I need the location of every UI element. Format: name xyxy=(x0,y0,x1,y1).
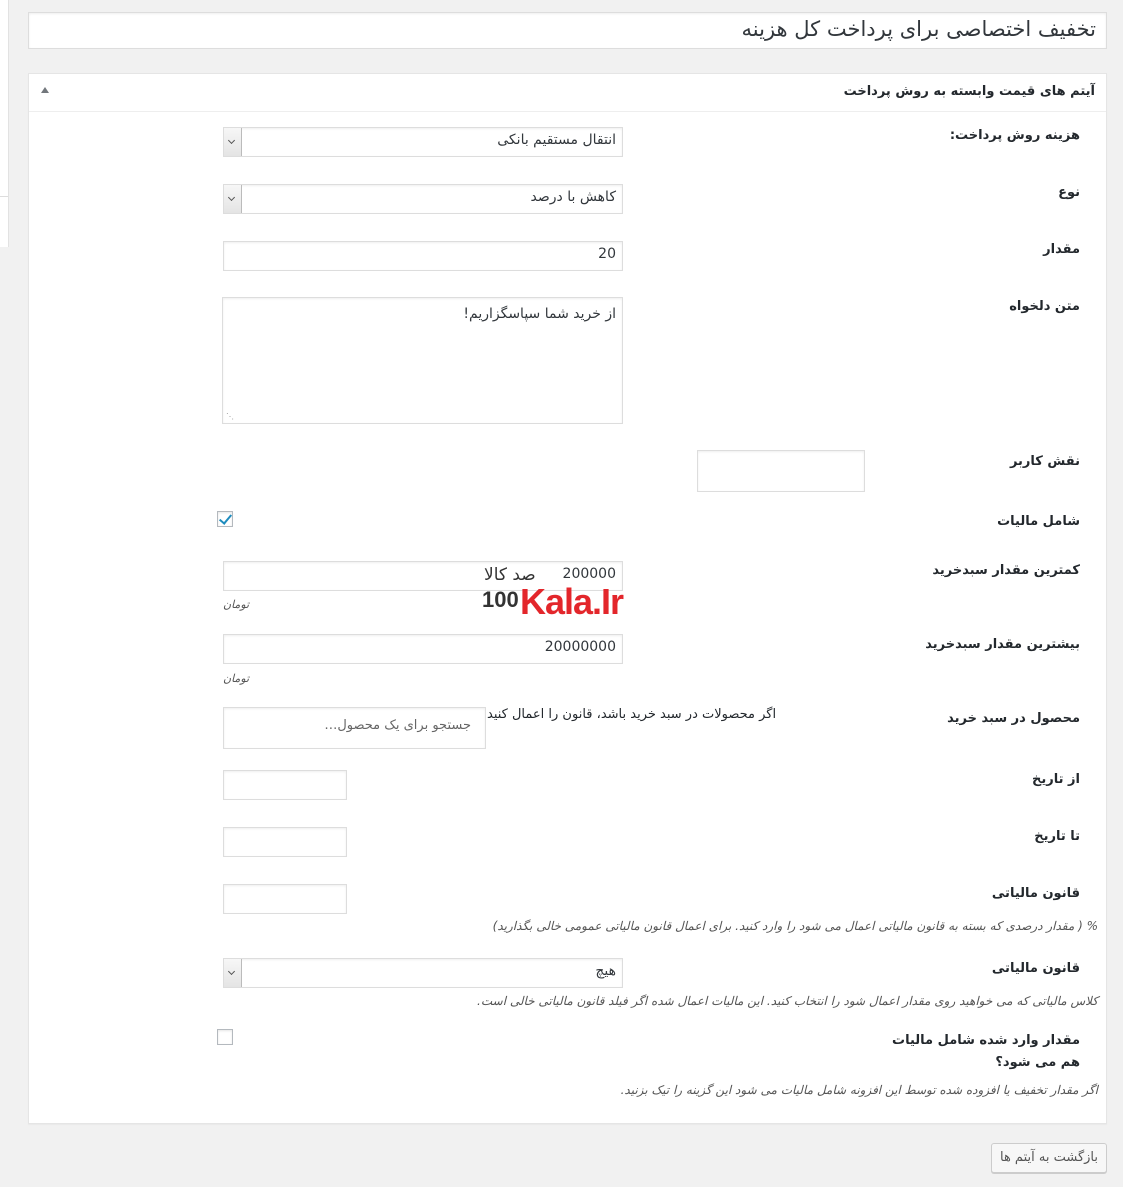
payment-method-select[interactable] xyxy=(223,127,623,157)
watermark-fa-text: صد کالا xyxy=(484,565,536,585)
metabox-title: آیتم های قیمت وابسته به روش پرداخت xyxy=(843,84,1095,99)
watermark-prefix: 100 xyxy=(482,587,519,612)
chevron-down-icon xyxy=(224,128,242,156)
admin-sidebar-edge xyxy=(0,0,9,247)
amount-includes-tax-label-line1: مقدار وارد شده شامل مالیات xyxy=(892,1033,1080,1048)
user-role-label: نقش کاربر xyxy=(1009,454,1080,469)
from-date-label: از تاریخ xyxy=(1032,772,1080,787)
type-value: کاهش با درصد xyxy=(530,189,616,205)
page-title: تخفیف اختصاصی برای پرداخت کل هزینه xyxy=(741,17,1096,41)
from-date-input[interactable] xyxy=(223,770,347,800)
min-cart-label: کمترین مقدار سبدخرید xyxy=(932,563,1080,578)
title-input[interactable] xyxy=(28,12,1107,49)
tax-rule-label: قانون مالیاتی xyxy=(991,886,1080,901)
amount-includes-tax-checkbox[interactable] xyxy=(217,1029,233,1045)
collapse-toggle-icon[interactable] xyxy=(41,87,49,93)
resize-handle-icon[interactable]: ⋰ xyxy=(226,412,233,421)
tax-class-label: قانون مالیاتی xyxy=(991,961,1080,976)
product-in-cart-label: محصول در سبد خرید xyxy=(947,711,1080,726)
amount-value: 20 xyxy=(598,246,616,262)
min-cart-value: 200000 xyxy=(562,566,616,582)
tax-class-select[interactable] xyxy=(223,958,623,988)
product-search-input[interactable] xyxy=(223,707,486,749)
custom-text-textarea[interactable] xyxy=(222,297,623,424)
max-cart-input[interactable] xyxy=(223,634,623,664)
to-date-input[interactable] xyxy=(223,827,347,857)
tax-rule-description: % ( مقدار درصدی که بسته به قانون مالیاتی اعمال می شود را وارد کنید. برای اعمال قانون مالیاتی عمومی خالی بگذارید) xyxy=(492,919,1098,933)
custom-text-label: متن دلخواه xyxy=(1009,299,1080,314)
tax-class-description: کلاس مالیاتی که می خواهید روی مقدار اعمال شود را انتخاب کنید. این مالیات اعمال شده اگر فیلد قانون مالیاتی خالی است. xyxy=(477,994,1098,1008)
max-cart-label: بیشترین مقدار سبدخرید xyxy=(925,637,1080,652)
type-label: نوع xyxy=(1058,185,1080,200)
amount-input[interactable] xyxy=(223,241,623,271)
tax-class-value: هیچ xyxy=(595,963,616,979)
sidebar-divider xyxy=(0,196,8,197)
user-role-select[interactable] xyxy=(697,450,865,492)
metabox-header[interactable] xyxy=(29,74,1106,112)
min-cart-unit: تومان xyxy=(223,598,250,611)
tax-rule-input[interactable] xyxy=(223,884,347,914)
product-in-cart-help: اگر محصولات در سبد خرید باشد، قانون را اعمال کنید xyxy=(487,707,777,722)
amount-includes-tax-label-line2: هم می شود؟ xyxy=(995,1055,1080,1070)
include-tax-checkbox[interactable] xyxy=(217,511,233,527)
max-cart-value: 20000000 xyxy=(544,639,616,655)
type-select[interactable] xyxy=(223,184,623,214)
watermark-brand: Kala.Ir xyxy=(520,581,624,622)
checkmark-icon xyxy=(219,511,232,525)
watermark-logo xyxy=(482,567,642,622)
to-date-label: تا تاریخ xyxy=(1034,829,1080,844)
payment-method-value: انتقال مستقیم بانکی xyxy=(497,132,616,148)
amount-label: مقدار xyxy=(1043,242,1080,257)
custom-text-value: از خرید شما سپاسگزاریم! xyxy=(463,306,616,322)
include-tax-label: شامل مالیات xyxy=(997,514,1080,529)
amount-includes-tax-label xyxy=(860,1030,1080,1074)
back-to-items-button[interactable]: بازگشت به آیتم ها xyxy=(991,1143,1107,1173)
chevron-down-icon xyxy=(224,185,242,213)
amount-includes-tax-description: اگر مقدار تخفیف یا افزوده شده توسط این افزونه شامل مالیات می شود این گزینه را تیک بزنید. xyxy=(620,1083,1098,1097)
product-search-placeholder: جستجو برای یک محصول… xyxy=(324,718,471,733)
max-cart-unit: تومان xyxy=(223,672,250,685)
payment-method-label: هزینه روش پرداخت: xyxy=(949,128,1080,143)
chevron-down-icon xyxy=(224,959,242,987)
